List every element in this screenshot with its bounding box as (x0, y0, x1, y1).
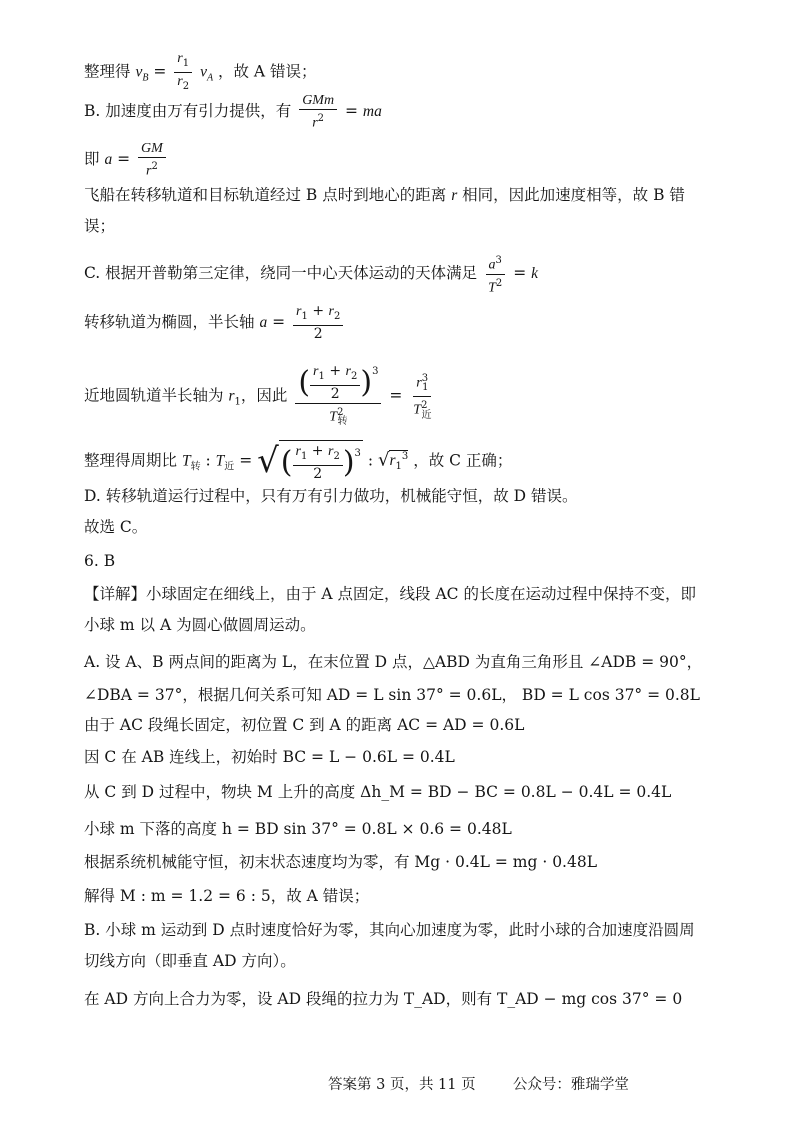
text: ，故 C 正确； (413, 451, 513, 470)
sqrt-expression: √ ( $\frac{r_1 + r_2}{2}$ ) $^3$ (257, 441, 361, 482)
page-info: 答案第 3 页，共 11 页 (328, 1077, 476, 1093)
fraction: $\frac{r^3_1}{T^2_近}$ (410, 370, 434, 424)
fraction: $\frac{GM}{r^2}$ (138, 140, 166, 180)
line-14: 小球 m 以 A 为圆心做圆周运动。 (84, 616, 316, 634)
line-6: C. 根据开普勒第三定律，绕同一中心天体运动的天体满足 $\frac{a^3}{T^2}$ = k (84, 252, 538, 296)
line-8: 近地圆轨道半长轴为 $r_1$，因此 ( $\frac{r_1 + r_2}{2}$ ) $^3$ $T^2_转$ = $\frac{r^3_1}{T^2_近}$ (84, 363, 437, 430)
text: 整理得 (84, 62, 131, 81)
fraction: $\frac{r_1}{r_2}$ (174, 50, 192, 95)
line-4: 飞船在转移轨道和目标轨道经过 B 点时到地心的距离 r 相同，因此加速度相等，故 B 错 (84, 186, 685, 204)
line-2: B. 加速度由万有引力提供，有 $\frac{\text{GMm}}{r^2}$ = ma (84, 93, 382, 131)
fraction: $\frac{a^3}{T^2}$ (485, 252, 505, 296)
line-11: 故选 C。 (84, 518, 148, 536)
text: 即 (84, 149, 100, 168)
line-25: 在 AD 方向上合力为零，设 AD 段绳的拉力为 T_AD，则有 T_AD − mg cos 37° = 0 (84, 990, 683, 1008)
line-12: 6. B (84, 552, 116, 570)
fraction: ( $\frac{r_1 + r_2}{2}$ ) $^3$ $T^2_转$ (295, 363, 381, 430)
text: ，因此 (240, 386, 288, 405)
line-17: 由于 AC 段绳长固定，初位置 C 到 A 的距离 AC = AD = 0.6L (84, 716, 525, 734)
text: 飞船在转移轨道和目标轨道经过 B 点时到地心的距离 (84, 186, 447, 204)
text: 近地圆轨道半长轴为 (84, 386, 224, 405)
fraction: $\frac{\text{GMm}}{r^2}$ (299, 92, 337, 132)
line-15: A. 设 A、B 两点间的距离为 L，在末位置 D 点，△ABD 为直角三角形且 ∠ADB = 90°， (84, 653, 703, 671)
line-22: 解得 M : m = 1.2 = 6 : 5，故 A 错误； (84, 887, 370, 905)
wechat-account: 公众号：雅瑞学堂 (512, 1077, 629, 1093)
line-19: 从 C 到 D 过程中，物块 M 上升的高度 Δh_M = BD − BC = 0.8L − 0.4L = 0.4L (84, 783, 672, 801)
line-5: 误； (84, 217, 116, 235)
page-footer (328, 1073, 629, 1094)
text: B. 加速度由万有引力提供，有 (84, 101, 292, 120)
line-13: 【详解】小球固定在细线上，由于 A 点固定，线段 AC 的长度在运动过程中保持不变，即 (84, 585, 696, 603)
line-23: B. 小球 m 运动到 D 点时速度恰好为零，其向心加速度为零，此时小球的合加速度沿圆周 (84, 921, 695, 939)
line-10: D. 转移轨道运行过程中，只有万有引力做功，机械能守恒，故 D 错误。 (84, 487, 578, 505)
fraction: $\frac{r_1 + r_2}{2}$ (293, 303, 343, 343)
text: 整理得周期比 (84, 451, 178, 470)
line-24: 切线方向（即垂直 AD 方向）。 (84, 952, 296, 970)
text: ，故 A 错误； (218, 62, 317, 81)
text: C. 根据开普勒第三定律，绕同一中心天体运动的天体满足 (84, 264, 478, 283)
line-18: 因 C 在 AB 连线上，初始时 BC = L − 0.6L = 0.4L (84, 748, 455, 766)
line-16: ∠DBA = 37°，根据几何关系可知 AD = L sin 37° = 0.6L， BD = L cos 37° = 0.8L (84, 686, 700, 704)
line-9: 整理得周期比 $T_转$ : $T_近$ = √ ( $\frac{r_1 + r_2}{2}$ ) $^3$ : $√r_1^3$ ，故 C 正确； (84, 441, 513, 482)
line-1: 整理得 $v_B$ = $\frac{r_1}{r_2}$ $v_A$ ，故 A 错误； (84, 50, 317, 95)
line-7: 转移轨道为椭圆，半长轴 a = $\frac{r_1 + r_2}{2}$ (84, 303, 346, 343)
line-21: 根据系统机械能守恒，初末状态速度均为零，有 Mg · 0.4L = mg · 0.48L (84, 853, 597, 871)
line-3: 即 a = $\frac{GM}{r^2}$ (84, 140, 169, 180)
text: 相同，因此加速度相等，故 B 错 (462, 186, 685, 204)
line-20: 小球 m 下落的高度 h = BD sin 37° = 0.8L × 0.6 = 0.48L (84, 820, 512, 838)
text: 转移轨道为椭圆，半长轴 (84, 312, 255, 331)
